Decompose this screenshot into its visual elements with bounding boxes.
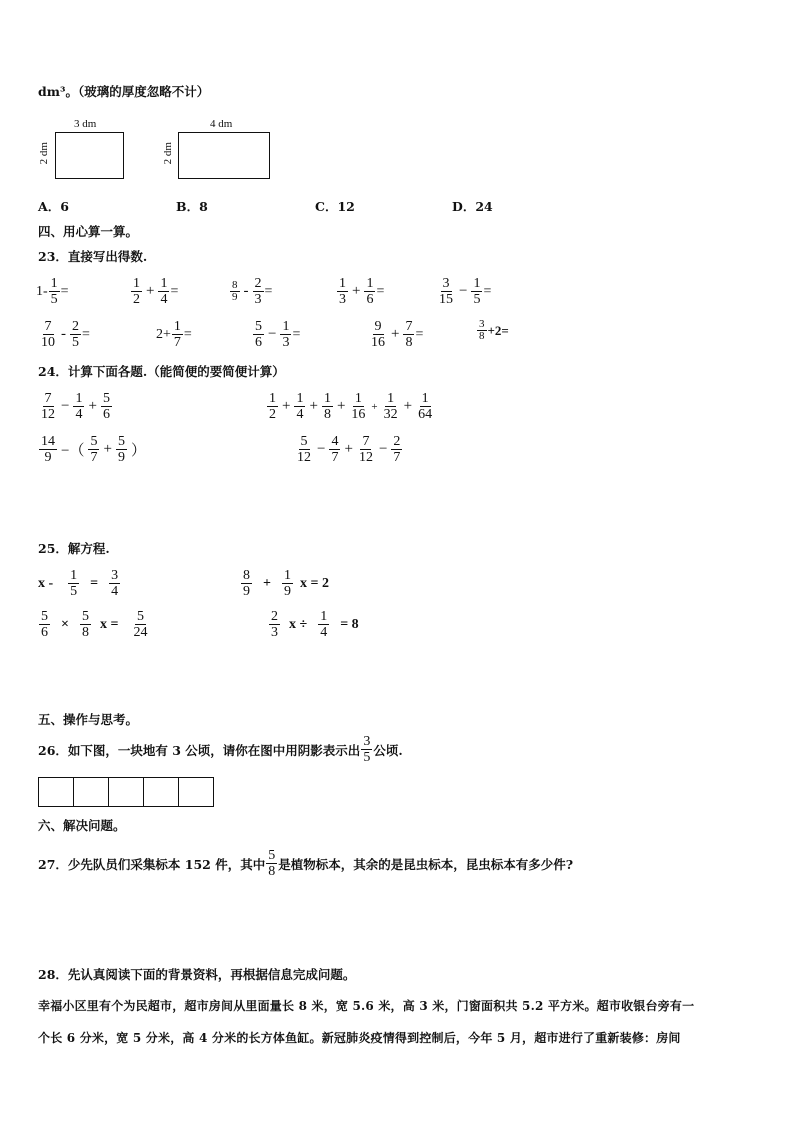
rectangle-4x2 [178,132,270,179]
q23-r1-e2: $\frac{1}{2}$ + $\frac{1}{4}$ = [133,276,179,307]
q25-title: 25．解方程. [38,541,110,556]
q24-expr-3: $\frac{14}{9}$ −（ $\frac{5}{7}$ + $\frac{5}{9}$ ） [41,434,146,465]
q24-title: 24．计算下面各题.（能简便的要简便计算） [38,364,285,379]
q23-r1-e4: $\frac{1}{3}$ + $\frac{1}{6}$ = [339,276,385,307]
q23-r1-e5: $\frac{3}{15}$ − $\frac{1}{5}$ = [439,276,492,307]
q26-text: 26．如下图，一块地有 3 公顷，请你在图中用阴影表示出 $\frac{3}{5}$ 公顷. [38,734,403,765]
q23-r2-e2: 2+ $\frac{1}{7}$ = [156,319,192,350]
land-grid[interactable] [38,777,214,807]
rect2-side-label: 2 dm [162,142,174,165]
q27-text: 27．少先队员们采集标本 152 件，其中 $\frac{5}{8}$ 是植物标本，其余的是昆虫标本，昆虫标本有多少件? [38,848,574,879]
q28-line-2: 个长 6 分米，宽 5 分米，高 4 分米的长方体鱼缸。新冠肺炎疫情得到控制后，今年 5 月，超市进行了重新装修：房间 [38,1031,681,1045]
land-cell[interactable] [108,777,144,807]
land-cell[interactable] [73,777,109,807]
section-5-title: 五、操作与思考。 [38,712,139,727]
q25-eq-1: x - $\frac{1}{5}$ = $\frac{3}{4}$ [38,568,119,599]
intro-line: dm³。（玻璃的厚度忽略不计） [38,84,210,99]
option-c[interactable]: C．12 [315,199,355,214]
q23-r2-e1: $\frac{7}{10}$ - $\frac{2}{5}$ = [41,319,90,350]
rectangle-3x2 [55,132,124,179]
land-cell[interactable] [143,777,179,807]
q25-eq-2: $\frac{8}{9}$ + $\frac{1}{9}$ x = 2 [243,568,329,599]
rect1-top-label: 3 dm [74,118,97,130]
q23-title: 23．直接写出得数. [38,249,148,264]
q23-r2-e4: $\frac{9}{16}$ + $\frac{7}{8}$ = [371,319,424,350]
section-4-title: 四、用心算一算。 [38,224,139,239]
q23-r1-e3: $\frac{8}{9}$ - $\frac{2}{3}$ = [232,276,273,307]
section-6-title: 六、解决问题。 [38,818,126,833]
q25-eq-4: $\frac{2}{3}$ x ÷ $\frac{1}{4}$ = 8 [271,609,359,640]
q24-expr-4: $\frac{5}{12}$ − $\frac{4}{7}$ + $\frac{7}{12}$ − $\frac{2}{7}$ [297,434,401,465]
option-a[interactable]: A．6 [38,199,69,214]
q23-r1-e1: 1- $\frac{1}{5}$ = [36,276,69,307]
q24-expr-1: $\frac{7}{12}$ − $\frac{1}{4}$ + $\frac{5}{6}$ [41,391,110,422]
option-d[interactable]: D．24 [452,199,493,214]
land-cell[interactable] [178,777,214,807]
q25-eq-3: $\frac{5}{6}$ × $\frac{5}{8}$ x = $\frac{5}{24}$ [41,609,148,640]
q28-title: 28．先认真阅读下面的背景资料，再根据信息完成问题。 [38,967,356,982]
rect2-top-label: 4 dm [210,118,233,130]
q23-r2-e3: $\frac{5}{6}$ − $\frac{1}{3}$ = [255,319,301,350]
q24-expr-2: $\frac{1}{2}$ + $\frac{1}{4}$ + $\frac{1}{8}$ + $\frac{1}{16}$ + $\frac{1}{32}$ + $\frac{1}{64}$ [269,391,433,422]
land-cell[interactable] [38,777,74,807]
q23-r2-e5: $\frac{3}{8}$ +2= [479,318,509,342]
q28-line-1: 幸福小区里有个为民超市，超市房间从里面量长 8 米，宽 5.6 米，高 3 米，门窗面积共 5.2 平方米。超市收银台旁有一 [38,999,695,1013]
rect1-side-label: 2 dm [38,142,50,165]
option-b[interactable]: B．8 [176,199,208,214]
